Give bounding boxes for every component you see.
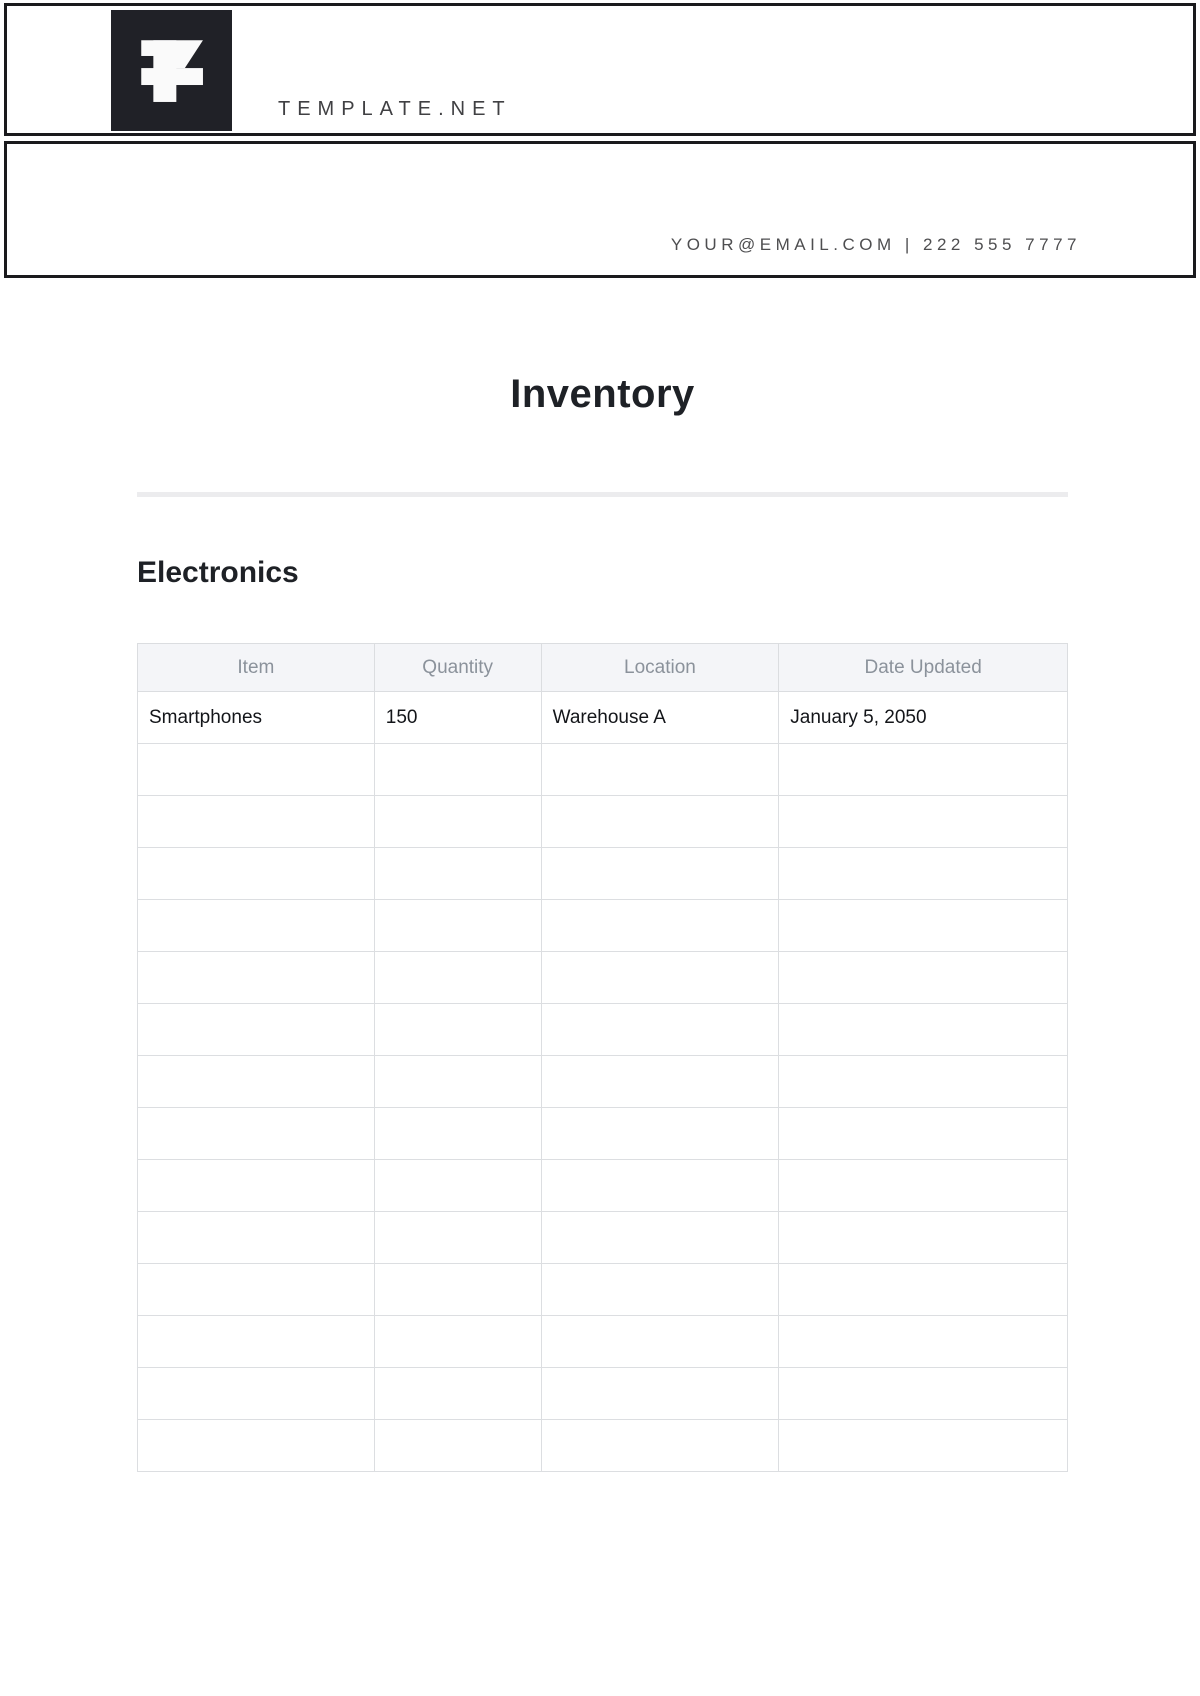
table-cell[interactable] bbox=[374, 1108, 541, 1160]
table-cell[interactable] bbox=[374, 1316, 541, 1368]
table-cell[interactable] bbox=[138, 1056, 375, 1108]
table-cell[interactable] bbox=[779, 1108, 1068, 1160]
table-cell[interactable] bbox=[779, 796, 1068, 848]
table-cell[interactable] bbox=[779, 1264, 1068, 1316]
table-row bbox=[138, 952, 1068, 1004]
inventory-table bbox=[137, 643, 1068, 1472]
table-body bbox=[138, 692, 1068, 1472]
table-cell[interactable] bbox=[779, 1316, 1068, 1368]
table-cell[interactable] bbox=[138, 1420, 375, 1472]
table-cell[interactable]: January 5, 2050 bbox=[779, 692, 1068, 744]
table-cell[interactable] bbox=[374, 1160, 541, 1212]
table-cell[interactable] bbox=[541, 1316, 779, 1368]
table-cell[interactable] bbox=[374, 848, 541, 900]
table-cell[interactable] bbox=[138, 900, 375, 952]
column-header: Item bbox=[138, 644, 375, 692]
table-cell[interactable] bbox=[374, 952, 541, 1004]
table-cell[interactable] bbox=[138, 744, 375, 796]
table-row bbox=[138, 692, 1068, 744]
table-cell[interactable] bbox=[779, 1160, 1068, 1212]
table-cell[interactable] bbox=[138, 848, 375, 900]
column-header: Quantity bbox=[374, 644, 541, 692]
table-row bbox=[138, 1264, 1068, 1316]
table-cell[interactable] bbox=[779, 1420, 1068, 1472]
table-cell[interactable] bbox=[374, 1056, 541, 1108]
table-cell[interactable] bbox=[541, 1264, 779, 1316]
table-cell[interactable]: Warehouse A bbox=[541, 692, 779, 744]
table-cell[interactable] bbox=[541, 1004, 779, 1056]
table-cell[interactable] bbox=[138, 1316, 375, 1368]
table-cell[interactable] bbox=[541, 848, 779, 900]
table-cell[interactable] bbox=[541, 900, 779, 952]
brand-name: TEMPLATE.NET bbox=[278, 98, 512, 120]
table-cell[interactable] bbox=[374, 1004, 541, 1056]
table-row bbox=[138, 744, 1068, 796]
table-cell[interactable] bbox=[138, 1368, 375, 1420]
column-header: Location bbox=[541, 644, 779, 692]
table-cell[interactable] bbox=[541, 952, 779, 1004]
section-heading: Electronics bbox=[137, 556, 299, 589]
table-cell[interactable] bbox=[541, 1056, 779, 1108]
table-cell[interactable] bbox=[779, 952, 1068, 1004]
table-cell[interactable] bbox=[541, 1108, 779, 1160]
table-cell[interactable] bbox=[374, 900, 541, 952]
table-cell[interactable] bbox=[138, 1264, 375, 1316]
table-cell[interactable] bbox=[779, 744, 1068, 796]
table-cell[interactable] bbox=[779, 1056, 1068, 1108]
table-row bbox=[138, 900, 1068, 952]
table-cell[interactable] bbox=[541, 1160, 779, 1212]
table-cell[interactable] bbox=[779, 1004, 1068, 1056]
table-cell[interactable] bbox=[374, 744, 541, 796]
table-cell[interactable] bbox=[541, 1420, 779, 1472]
table-cell[interactable] bbox=[374, 796, 541, 848]
table-cell[interactable] bbox=[138, 1108, 375, 1160]
document-body bbox=[137, 370, 1068, 1472]
table-cell[interactable] bbox=[541, 744, 779, 796]
table-cell[interactable] bbox=[779, 900, 1068, 952]
header-contact bbox=[4, 141, 1196, 278]
table-cell[interactable] bbox=[374, 1368, 541, 1420]
table-cell[interactable] bbox=[541, 1212, 779, 1264]
table-header-row bbox=[138, 644, 1068, 692]
table-cell[interactable] bbox=[138, 1004, 375, 1056]
template-logo-icon bbox=[111, 10, 232, 131]
table-row bbox=[138, 1108, 1068, 1160]
table-row bbox=[138, 796, 1068, 848]
table-cell[interactable] bbox=[541, 1368, 779, 1420]
table-row bbox=[138, 848, 1068, 900]
table-header bbox=[138, 644, 1068, 692]
table-cell[interactable] bbox=[779, 848, 1068, 900]
table-cell[interactable] bbox=[541, 796, 779, 848]
table-cell[interactable] bbox=[779, 1368, 1068, 1420]
table-cell[interactable] bbox=[138, 1160, 375, 1212]
table-row bbox=[138, 1368, 1068, 1420]
header-brand bbox=[4, 3, 1196, 136]
brand-logo bbox=[111, 10, 232, 131]
table-row bbox=[138, 1004, 1068, 1056]
table-row bbox=[138, 1212, 1068, 1264]
table-row bbox=[138, 1056, 1068, 1108]
table-cell[interactable]: Smartphones bbox=[138, 692, 375, 744]
column-header: Date Updated bbox=[779, 644, 1068, 692]
table-row bbox=[138, 1420, 1068, 1472]
page-title: Inventory bbox=[510, 372, 695, 416]
table-cell[interactable]: 150 bbox=[374, 692, 541, 744]
table-cell[interactable] bbox=[779, 1212, 1068, 1264]
table-row bbox=[138, 1160, 1068, 1212]
table-cell[interactable] bbox=[138, 796, 375, 848]
table-cell[interactable] bbox=[374, 1264, 541, 1316]
table-row bbox=[138, 1316, 1068, 1368]
table-cell[interactable] bbox=[374, 1420, 541, 1472]
contact-info: YOUR@EMAIL.COM | 222 555 7777 bbox=[670, 235, 1081, 254]
table-cell[interactable] bbox=[138, 1212, 375, 1264]
table-cell[interactable] bbox=[138, 952, 375, 1004]
divider bbox=[137, 492, 1068, 497]
table-cell[interactable] bbox=[374, 1212, 541, 1264]
